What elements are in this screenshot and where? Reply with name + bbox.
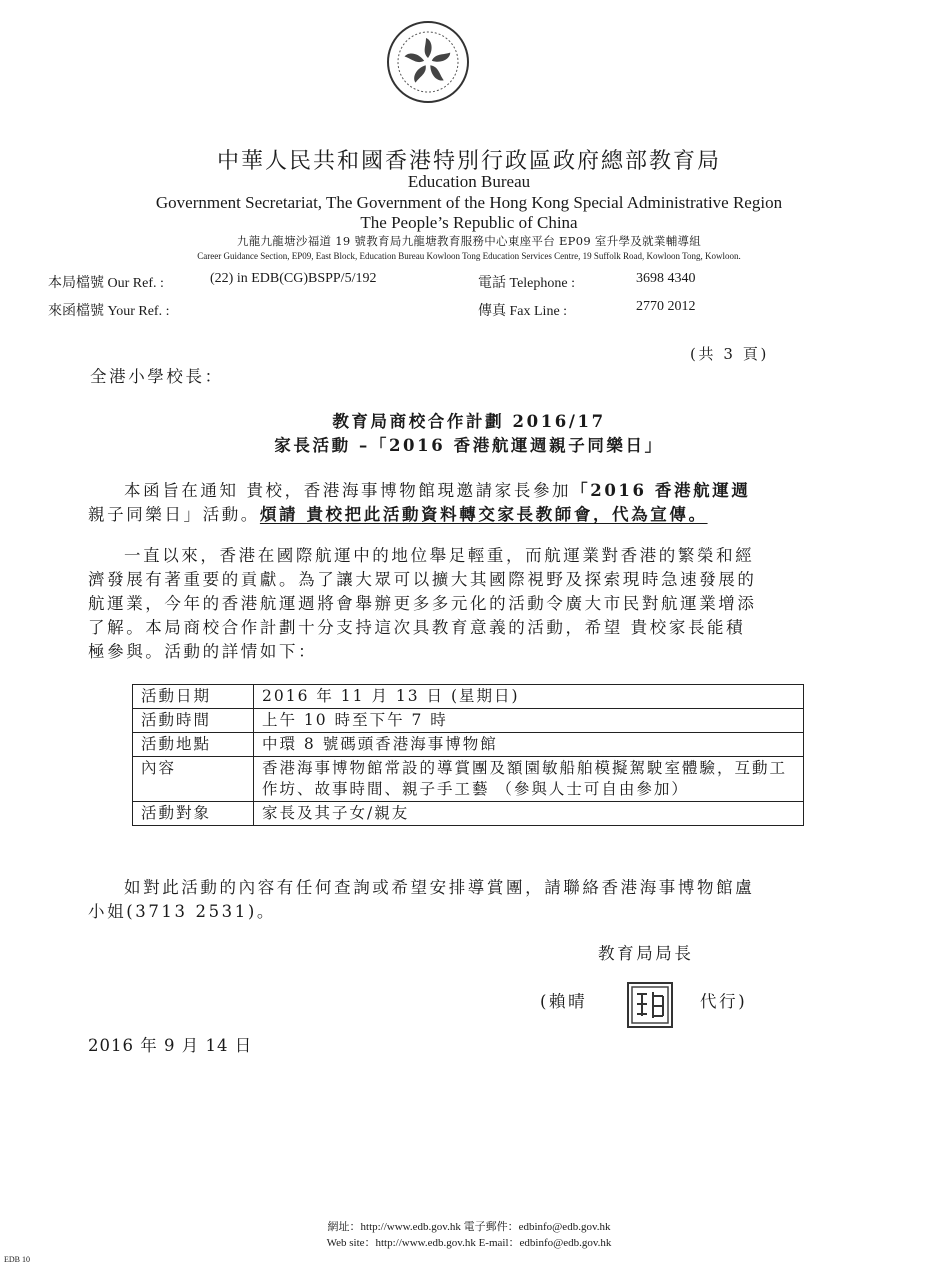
table-row <box>133 685 804 709</box>
our-ref-value: (22) in EDB(CG)BSPP/5/192 <box>210 271 377 286</box>
detail-label: 活動日期 <box>133 685 254 709</box>
paragraph-2-line-5: 極參與。活動的詳情如下： <box>88 642 318 661</box>
signatory-title: 教育局局長 <box>598 944 694 963</box>
telephone-label: 電話 Telephone : <box>478 276 575 291</box>
table-row <box>133 733 804 757</box>
hksar-emblem-icon <box>386 20 470 104</box>
government-secretariat-line: Government Secretariat, The Government of the Hong Kong Special Administrative Region <box>155 193 783 212</box>
page-count: (共 3 頁) <box>690 345 769 363</box>
contact-line-1: 如對此活動的內容有任何查詢或希望安排導賞團，請聯絡香港海事博物館盧 <box>124 878 755 897</box>
prc-line: The People’s Republic of China <box>360 213 578 232</box>
detail-label: 活動對象 <box>133 802 254 826</box>
detail-label: 內容 <box>133 757 254 802</box>
our-ref-label: 本局檔號 Our Ref. : <box>48 276 164 291</box>
subject-line-1: 教育局商校合作計劃 2016/17 <box>332 412 606 431</box>
detail-value: 家長及其子女/親友 <box>254 802 804 826</box>
detail-value: 中環 8 號碼頭香港海事博物館 <box>254 733 804 757</box>
detail-label: 活動時間 <box>133 709 254 733</box>
paragraph-2-line-3: 航運業，今年的香港航運週將會舉辦更多多元化的活動令廣大市民對航運業增添 <box>88 594 757 613</box>
table-row <box>133 709 804 733</box>
table-row <box>133 802 804 826</box>
fax-value: 2770 2012 <box>636 299 696 314</box>
paragraph-1-line-2-text: 親子同樂日」活動。 <box>88 505 260 524</box>
detail-label: 活動地點 <box>133 733 254 757</box>
table-row <box>133 757 804 802</box>
your-ref-label: 來函檔號 Your Ref. : <box>48 304 170 319</box>
footer-chinese: 網址：http://www.edb.gov.hk 電子郵件：edbinfo@edb.gov.hk <box>327 1221 611 1233</box>
paragraph-1-line-2 <box>88 507 708 524</box>
recipient: 全港小學校長： <box>90 367 224 386</box>
subject-line-2: 家長活動 –「2016 香港航運週親子同樂日」 <box>274 436 664 455</box>
paragraph-2-line-1: 一直以來，香港在國際航運中的地位舉足輕重，而航運業對香港的繁榮和經 <box>124 546 755 565</box>
fax-label: 傳真 Fax Line : <box>478 304 568 319</box>
signature-seal-icon <box>627 982 673 1028</box>
department-name-english: Education Bureau <box>407 172 531 191</box>
paragraph-1-line-1 <box>124 483 750 500</box>
footer-english: Web site：http://www.edb.gov.hk E-mail：edbinfo@edb.gov.hk <box>326 1237 612 1249</box>
address-chinese: 九龍九龍塘沙福道 19 號教育局九龍塘教育服務中心東座平台 EP09 室升學及就業輔導組 <box>236 234 702 248</box>
paragraph-1-line-1-text: 本函旨在通知 貴校，香港海事博物館現邀請家長參加 <box>124 481 572 500</box>
department-name-chinese: 中華人民共和國香港特別行政區政府總部教育局 <box>216 149 721 174</box>
activity-details-table <box>132 684 804 826</box>
letter-date: 2016 年 9 月 14 日 <box>88 1036 253 1055</box>
paragraph-1-event-name: 「2016 香港航運週 <box>571 481 751 500</box>
paragraph-2-line-2: 濟發展有著重要的貢獻。為了讓大眾可以擴大其國際視野及探索現時急速發展的 <box>88 570 757 589</box>
form-code: EDB 10 <box>4 1255 30 1264</box>
paragraph-2-line-4: 了解。本局商校合作計劃十分支持這次具教育意義的活動，希望 貴校家長能積 <box>88 618 746 637</box>
contact-line-2: 小姐(3713 2531)。 <box>88 902 277 921</box>
acting-for: 代行) <box>700 992 748 1011</box>
address-english: Career Guidance Section, EP09, East Block, Education Bureau Kowloon Tong Education Services Centre, 19 Suffolk Road, Kowloon Tong, Kowloon. <box>197 251 741 261</box>
detail-value: 香港海事博物館常設的導賞團及額園敏船舶模擬駕駛室體驗，互動工作坊、故事時間、親子手工藝 （參與人士可自由參加） <box>254 757 804 802</box>
signatory-name: (賴晴 <box>540 992 588 1011</box>
detail-value: 上午 10 時至下午 7 時 <box>254 709 804 733</box>
paragraph-1-request: 煩請 貴校把此活動資料轉交家長教師會，代為宣傳。 <box>259 505 708 524</box>
detail-value: 2016 年 11 月 13 日 (星期日) <box>254 685 804 709</box>
telephone-value: 3698 4340 <box>636 271 696 286</box>
